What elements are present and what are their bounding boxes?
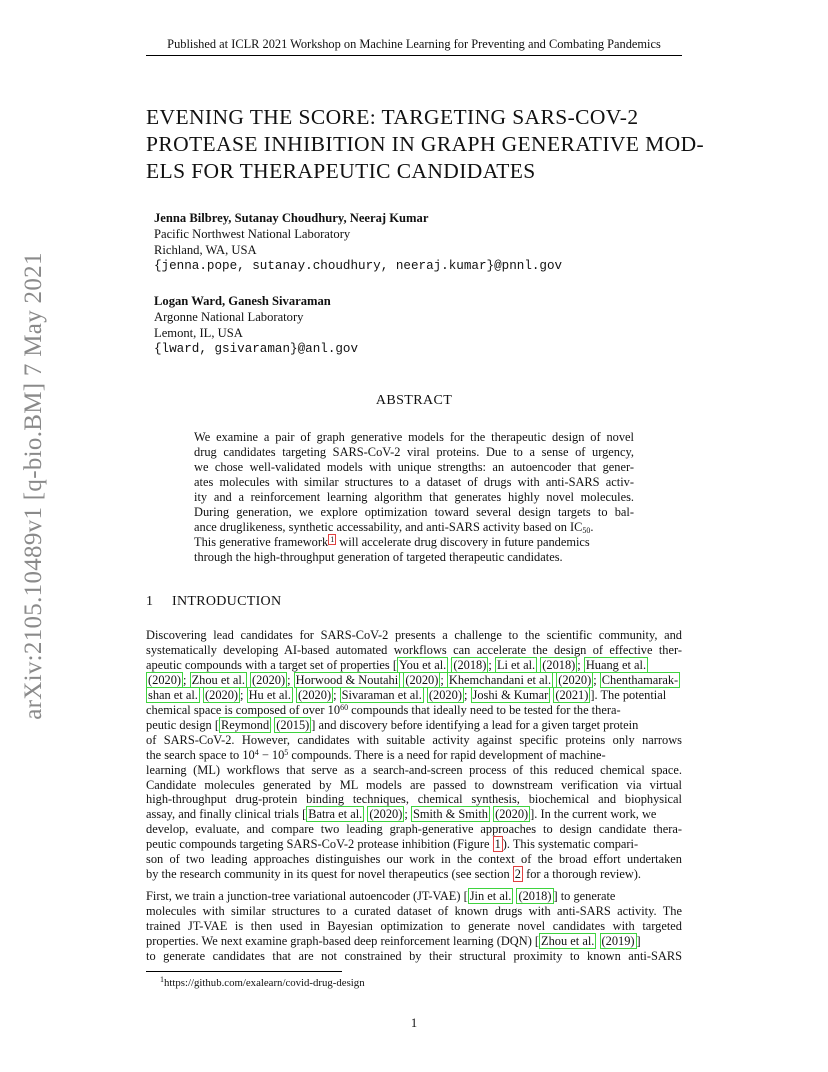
title-line: PROTEASE INHIBITION IN GRAPH GENERATIVE MOD- [146,132,705,156]
body-line [146,867,682,882]
text: ] and discovery before identifying a lead for a given target protein [311,717,639,732]
body-line: shan et al. (2020) ; Hu et al. (2020) ; Sivaraman et al. (2020) ; Joshi & Kumar (2021) ]. The potential [148,687,667,702]
running-header: Published at ICLR 2021 Workshop on Machine Learning for Preventing and Combating Pandemics [167,37,661,51]
citation-link[interactable]: (2020) [558,672,592,687]
body-line: (2020) ; Zhou et al. (2020) ; Horwood & Noutahi (2020) ; Khemchandani et al. (2020) ; Chenthamarak- [148,672,679,687]
footnote-mark: 1 [160,975,164,984]
author-block-pnnl [154,210,674,274]
body-line: learning (ML) workflows that serve as a search-and-screen process of this reduced chemical space. [146,762,682,777]
author-names: Logan Ward, Ganesh Sivaraman [154,294,331,308]
citation-link[interactable]: (2018) [453,657,487,672]
section-number: 1 [146,594,154,609]
abstract-line: through the high-throughput generation of targeted therapeutic candidates. [194,549,563,564]
body-line: Candidate molecules generated by ML models are passed to downstream verification via virtual [146,777,682,792]
superscript: 5 [284,747,289,757]
citation-link[interactable]: Khemchandani et al. [448,672,552,687]
citation-link[interactable]: Reymond [220,717,270,732]
body-line: high-throughput drug-protein binding techniques, chemical synthesis, biochemical and biophysical [146,792,682,807]
subscript: 50 [582,525,591,535]
figure-link[interactable]: 1 [494,837,501,852]
citation-link[interactable]: Batra et al. [308,807,363,822]
header-rule [146,55,682,56]
citation-link[interactable]: (2020) [205,687,239,702]
citation-link[interactable]: (2020) [369,807,403,822]
abstract-line: We examine a pair of graph generative models for the therapeutic design of novel [194,430,634,444]
body-line: molecules with similar structures to a curated dataset of known drugs with anti-SARS activity. The [146,903,682,918]
section-heading-introduction [146,594,281,610]
text: . [590,519,594,534]
superscript: 60 [340,702,349,712]
author-names: Jenna Bilbrey, Sutanay Choudhury, Neeraj Kumar [154,211,429,225]
author-email[interactable]: {lward, gsivaraman}@anl.gov [154,342,359,356]
body-line [146,837,682,852]
author-location: Richland, WA, USA [154,243,257,257]
citation-link[interactable]: Zhou et al. [191,672,245,687]
body-line: assay, and finally clinical trials [ Batra et al. (2020) ; Smith & Smith (2020) ]. In the current work, we [146,807,657,822]
abstract-line: ates molecules with similar structures to a dataset of drugs with anti-SARS activ- [194,474,634,489]
citation-link[interactable]: You et al. [398,657,447,672]
superscript: 4 [254,747,259,757]
text: for a thorough review). [523,867,642,882]
citation-link[interactable]: Joshi & Kumar [472,687,549,702]
text: − 10 [258,747,285,762]
text: assay, and finally clinical trials [ [146,807,307,822]
abstract-line: ity and a reinforcement learning algorithm that generates highly novel molecules. [194,489,634,504]
citation-link[interactable]: (2019) [601,933,635,948]
body-line: Discovering lead candidates for SARS-CoV-2 presents a challenge to the scientific community, and [146,628,682,642]
body-line: develop, evaluate, and compare two leading graph-generative approaches to design candidate thera- [146,822,682,837]
citation-link[interactable]: (2020) [405,672,439,687]
citation-link[interactable]: Huang et al. [585,657,647,672]
body-line: systematically developing AI-based automated workflows can accelerate the design of effective ther- [146,642,682,657]
body-line [146,889,682,904]
body-line: to generate candidates that are not constrained by their structural proximity to known anti-SARS [146,948,682,963]
citation-link[interactable]: (2018) [542,657,576,672]
text: will accelerate drug discovery in future pandemics [336,534,590,549]
text: First, we train a junction-tree variational autoencoder (JT-VAE) [ [146,889,468,903]
intro-paragraph-1 [146,628,682,882]
text: ] to generate [553,889,616,903]
text: apeutic compounds with a target set of properties [ [146,657,397,672]
body-line [146,748,682,763]
citation-link[interactable]: Hu et al. [248,687,291,702]
abstract-body [194,430,634,565]
text: ]. In the current work, we [530,807,657,822]
text: the search space to 10 [146,747,255,762]
text: ]. The potential [590,687,667,702]
citation-link[interactable]: (2018) [518,889,552,903]
citation-link[interactable]: Zhou et al. [541,933,595,948]
body-line: apeutic compounds with a target set of properties [ You et al. (2018) ; Li et al. (2018) ; Huang et al. [146,657,647,672]
citation-link[interactable]: (2020) [495,807,529,822]
title-line: EVENING THE SCORE: TARGETING SARS-COV-2 [146,105,639,129]
abstract-line [194,520,634,535]
abstract-line: drug candidates targeting SARS-CoV-2 viral proteins. Due to a sense of urgency, [194,444,634,459]
author-block-anl [154,293,674,357]
citation-link[interactable]: (2020) [252,672,286,687]
author-email[interactable]: {jenna.pope, sutanay.choudhury, neeraj.kumar}@pnnl.gov [154,259,563,273]
abstract-line [194,535,634,550]
abstract-line: During generation, we explore optimization toward several design targets to bal- [194,504,634,519]
citation-link[interactable]: (2020) [148,672,182,687]
abstract-heading: ABSTRACT [375,393,453,408]
section-title: INTRODUCTION [172,594,282,609]
body-line: of SARS-CoV-2. However, candidates with suitable activity against specific proteins only narrows [146,732,682,747]
text: compounds. There is a need for rapid development of machine- [288,747,606,762]
body-line [146,703,682,718]
footnote-url[interactable]: https://github.com/exalearn/covid-drug-design [164,977,365,989]
text: chemical space is composed of over 10 [146,702,341,717]
text: ). This systematic compari- [502,837,639,852]
arxiv-sidebar [6,252,62,720]
footnote [160,977,365,989]
citation-link[interactable]: shan et al. [148,687,198,702]
citation-link[interactable]: (2021) [555,687,589,702]
text: by the research community in its quest for novel therapeutics (see section [146,867,513,882]
text: peutic design [ [146,717,219,732]
citation-link[interactable]: Horwood & Noutahi [295,672,399,687]
footnote-rule [146,971,342,972]
text: properties. We next examine graph-based deep reinforcement learning (DQN) [ [146,933,540,948]
abstract-line: we chose well-validated models with unique strengths: an autoencoder that gener- [194,459,634,474]
text: peutic compounds targeting SARS-CoV-2 protease inhibition (Figure [146,837,493,852]
body-line: trained JT-VAE is then used in Bayesian optimization to generate novel candidates with targeted [146,918,682,933]
intro-paragraph-2 [146,889,682,964]
arxiv-identifier: arXiv:2105.10489v1 [q-bio.BM] 7 May 2021 [20,252,47,720]
page-number: 1 [410,1016,418,1030]
citation-link[interactable]: Chenthamarak- [601,672,679,687]
footnote-link[interactable]: 1 [330,534,335,544]
citation-link[interactable]: Smith & Smith [412,807,488,822]
text: compounds that ideally need to be tested for the thera- [348,702,621,717]
author-location: Lemont, IL, USA [154,326,243,340]
citation-link[interactable]: (2020) [298,687,332,702]
citation-link[interactable]: Li et al. [496,657,536,672]
citation-link[interactable]: Jin et al. [469,889,512,903]
citation-link[interactable]: Sivaraman et al. [341,687,422,702]
body-line: son of two leading approaches distinguishes our work in the context of the broad effort undertaken [146,852,682,867]
text: This generative framework [194,534,329,549]
body-line [146,718,682,733]
text: ance druglikeness, synthetic accessability, and anti-SARS activity based on IC [194,519,583,534]
citation-link[interactable]: (2020) [428,687,462,702]
citation-link[interactable]: (2015) [276,717,310,732]
title-line: ELS FOR THERAPEUTIC CANDIDATES [146,159,536,183]
section-link[interactable]: 2 [514,867,521,882]
body-line [146,934,682,949]
paper-title [146,104,705,185]
text: ] [636,933,641,948]
author-affiliation: Pacific Northwest National Laboratory [154,227,351,241]
author-affiliation: Argonne National Laboratory [154,310,304,324]
